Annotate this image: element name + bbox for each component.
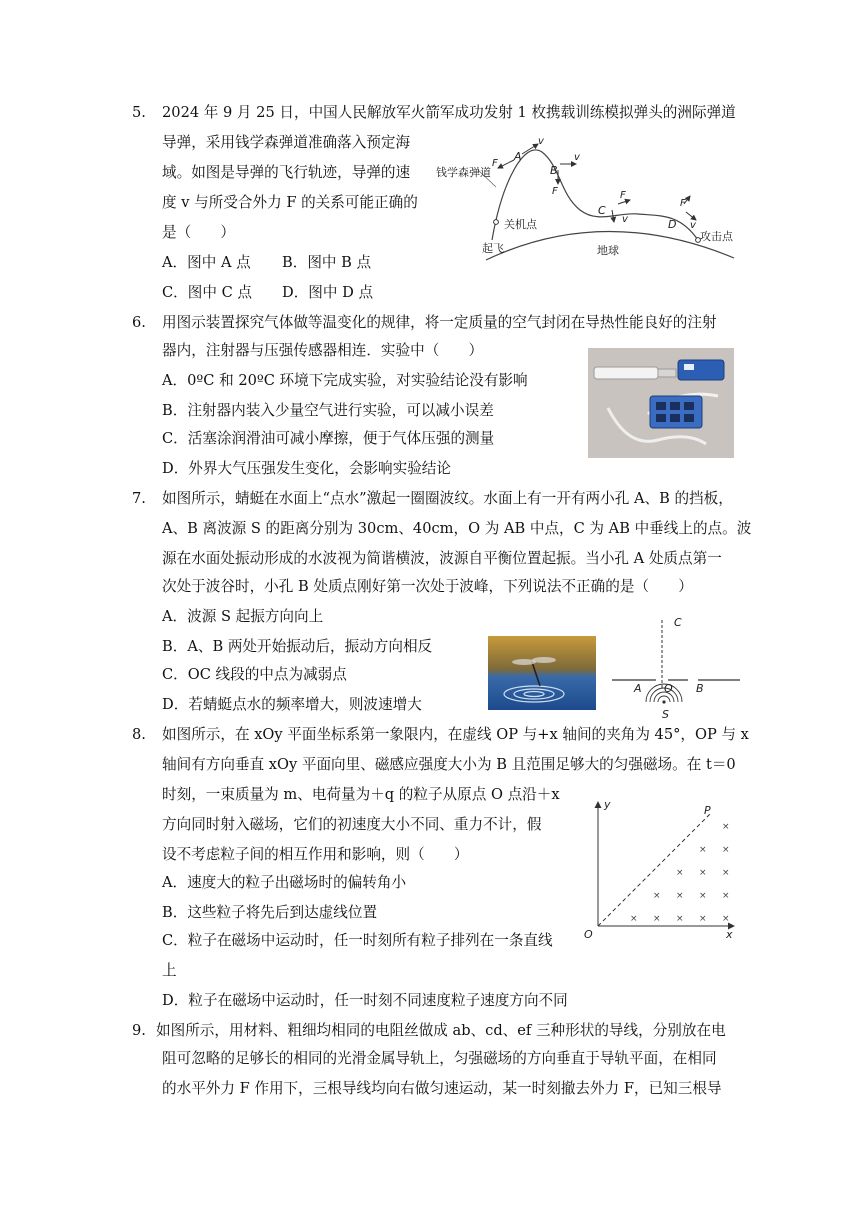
wave-barrier-diagram xyxy=(612,612,742,722)
question-text: 用图示装置探究气体做等温变化的规律，将一定质量的空气封闭在导热性能良好的注射 xyxy=(162,314,717,331)
question-text: 设不考虑粒子间的相互作用和影响，则（ ） xyxy=(162,846,469,863)
source-s-label: S xyxy=(662,708,669,721)
field-cross-mark: × xyxy=(699,845,707,855)
launch-label: 起飞 xyxy=(482,242,504,255)
force-label: F xyxy=(680,198,686,209)
dragonfly-photo xyxy=(488,636,596,710)
question-number: 6. xyxy=(132,314,146,331)
question-text: 器内，注射器与压强传感器相连．实验中（ ） xyxy=(162,342,484,359)
question-text: 的水平外力 F 作用下，三根导线均向右做匀速运动，某一时刻撤去外力 F，已知三根导 xyxy=(162,1080,722,1097)
question-number: 7. xyxy=(132,490,146,507)
field-cross-mark: × xyxy=(630,914,638,924)
question-text: 度 v 与所受合外力 F 的关系可能正确的 xyxy=(162,194,418,211)
question-text: 如图所示，蜻蜓在水面上“点水”激起一圈圈波纹。水面上有一开有两小孔 A、B 的挡板， xyxy=(162,490,733,507)
force-label: F xyxy=(492,158,498,169)
option-a: A．0ºC 和 20ºC 环境下完成实验，对实验结论没有影响 xyxy=(162,372,528,389)
option-b: B．注射器内装入少量空气进行实验，可以减小误差 xyxy=(162,402,494,419)
earth-label: 地球 xyxy=(597,244,619,257)
question-number: 5. xyxy=(132,104,146,121)
magnetic-field-figure xyxy=(580,796,740,940)
field-cross-mark: × xyxy=(653,914,661,924)
option-c: C．粒子在磁场中运动时，任一时刻所有粒子排列在一条直线 xyxy=(162,932,553,949)
field-cross-mark: × xyxy=(676,868,684,878)
field-cross-mark: × xyxy=(722,845,730,855)
option-b: B．A、B 两处开始振动后，振动方向相反 xyxy=(162,638,433,655)
question-text: A、B 离波源 S 的距离分别为 30cm、40cm，O 为 AB 中点，C 为 AB 中垂线上的点。波 xyxy=(162,520,752,537)
question-text: 时刻，一束质量为 m、电荷量为＋q 的粒子从原点 O 点沿＋x xyxy=(162,786,560,803)
point-a-label: A xyxy=(634,682,642,695)
velocity-label: v xyxy=(622,214,628,225)
question-text: 如图所示，用材料、粗细均相同的电阻丝做成 ab、cd、ef 三种形状的导线，分别放在电 xyxy=(156,1022,726,1039)
field-cross-mark: × xyxy=(722,822,730,832)
question-number: 8. xyxy=(132,726,146,743)
question-text: 次处于波谷时，小孔 B 处质点刚好第一次处于波峰，下列说法不正确的是（ ） xyxy=(162,578,693,595)
option-d: D．若蜻蜓点水的频率增大，则波速增大 xyxy=(162,696,422,713)
attack-point-label: 攻击点 xyxy=(700,230,733,243)
point-p-label: P xyxy=(704,804,711,817)
point-c-label: C xyxy=(598,204,606,217)
point-b-label: B xyxy=(550,164,558,177)
point-b-label: B xyxy=(696,682,704,695)
option-b: B．这些粒子将先后到达虚线位置 xyxy=(162,904,378,921)
point-d-label: D xyxy=(668,218,677,231)
field-crosses xyxy=(630,822,730,924)
velocity-label: v xyxy=(538,136,544,147)
option-c: C．OC 线段的中点为减弱点 xyxy=(162,666,347,683)
field-cross-mark: × xyxy=(699,868,707,878)
option-d: D．粒子在磁场中运动时，任一时刻不同速度粒子速度方向不同 xyxy=(162,992,568,1009)
question-text: 导弹，采用钱学森弹道准确落入预定海 xyxy=(162,134,411,151)
trajectory-label: 钱学森弹道 xyxy=(436,166,491,179)
option-d: D．图中 D 点 xyxy=(282,284,374,301)
field-cross-mark: × xyxy=(676,891,684,901)
point-c-label: C xyxy=(674,616,682,629)
velocity-label: v xyxy=(574,152,580,163)
field-cross-mark: × xyxy=(676,914,684,924)
origin-label: O xyxy=(584,928,593,940)
question-text: 如图所示，在 xOy 平面坐标系第一象限内，在虚线 OP 与+x 轴间的夹角为 45°，OP 与 x xyxy=(162,726,749,743)
field-cross-mark: × xyxy=(722,891,730,901)
question-text: 域。如图是导弹的飞行轨迹，导弹的速 xyxy=(162,164,411,181)
question-text: 轴间有方向垂直 xOy 平面向里、磁感应强度大小为 B 且范围足够大的匀强磁场。在 t＝0 xyxy=(162,756,736,773)
option-a: A．速度大的粒子出磁场时的偏转角小 xyxy=(162,874,407,891)
question-text: 源在水面处振动形成的水波视为简谐横波，波源自平衡位置起振。当小孔 A 处质点第一 xyxy=(162,550,722,567)
option-a: A．图中 A 点 xyxy=(162,254,251,271)
syringe-sensor-photo xyxy=(588,348,734,458)
question-text: 阻可忽略的足够长的相同的光滑金属导轨上，匀强磁场的方向垂直于导轨平面，在相同 xyxy=(162,1050,717,1067)
field-cross-mark: × xyxy=(722,868,730,878)
missile-trajectory-figure xyxy=(434,132,740,268)
option-d: D．外界大气压强发生变化，会影响实验结论 xyxy=(162,460,451,477)
point-o-label: O xyxy=(664,682,673,695)
force-label: F xyxy=(552,186,558,197)
option-a: A．波源 S 起振方向向上 xyxy=(162,608,324,625)
question-text: 2024 年 9 月 25 日，中国人民解放军火箭军成功发射 1 枚携载训练模拟弹头的洲际弹道 xyxy=(162,104,736,121)
field-cross-mark: × xyxy=(699,914,707,924)
field-cross-mark: × xyxy=(722,914,730,924)
force-label: F xyxy=(620,190,626,201)
point-a-label: A xyxy=(514,150,522,163)
x-axis-label: x xyxy=(726,928,733,940)
field-cross-mark: × xyxy=(653,891,661,901)
field-cross-mark: × xyxy=(699,891,707,901)
y-axis-label: y xyxy=(604,798,611,811)
option-b: B．图中 B 点 xyxy=(282,254,372,271)
cutoff-point-label: 关机点 xyxy=(504,218,537,231)
option-c-continued: 上 xyxy=(162,962,177,979)
question-text: 是（ ） xyxy=(162,224,235,241)
question-number: 9. xyxy=(132,1022,146,1039)
option-c: C．图中 C 点 xyxy=(162,284,252,301)
velocity-label: v xyxy=(690,220,696,231)
question-text: 方向同时射入磁场，它们的初速度大小不同、重力不计，假 xyxy=(162,816,542,833)
option-c: C．活塞涂润滑油可减小摩擦，便于气体压强的测量 xyxy=(162,430,495,447)
